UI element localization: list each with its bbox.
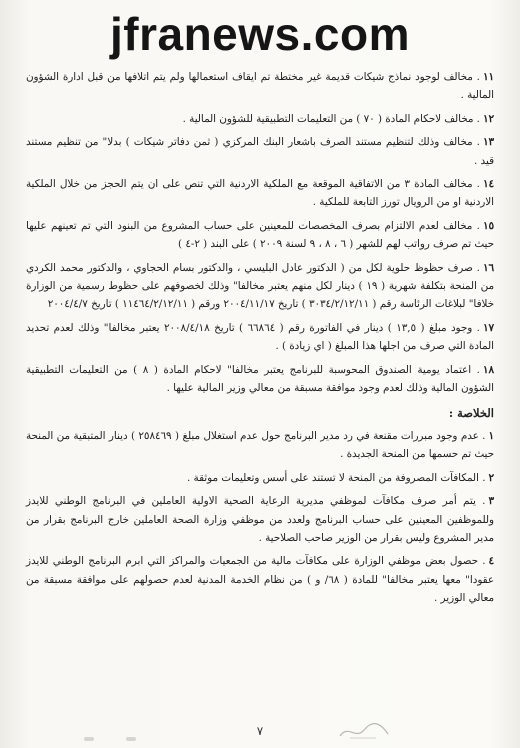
item-number: ١٢ <box>482 112 494 125</box>
list-item <box>26 319 494 356</box>
item-number: ١٥ <box>482 219 494 232</box>
summary-item <box>26 552 494 607</box>
item-text: . مخالف المادة ٣ من الاتفاقية الموقعة مع الملكية الاردنية التي تنص على ان يتم الحجز من خلال الملكية الاردنية او من الرويال تورز التابعة للملكية . <box>26 178 494 209</box>
item-text: . اعتماد يومية الصندوق المحوسبة للبرنامج يعتبر مخالفا" لاحكام المادة ( ٨ ) من التعليمات التطبيقية الشؤون المالية وذلك لعدم وجود موافقة مسبقة من معالي وزير المالية عليها . <box>26 363 494 395</box>
report-body <box>26 68 494 613</box>
list-item <box>26 259 494 314</box>
item-text: . يتم أمر صرف مكافآت لموظفي مديرية الرعاية الصحية الاولية العاملين في البرنامج الوطني للايدز وللموظفين المعينين على حساب البرنامج ولعدد من موظفي وزارة الصحة العاملين خارج البرنامج بقرار من مدير المشروع وليس بقرار من الوزير صاحب الصلاحية . <box>26 495 494 544</box>
item-number: ١٣ <box>482 136 494 149</box>
item-number: ١١ <box>482 71 494 83</box>
item-text: . عدم وجود مبررات مقنعة في رد مدير البرنامج حول عدم استغلال مبلغ ( ٢٥٨٤٦٩ ) دينار المتبقية من المنحة حيث تم حسمها من المنحة الجديدة . <box>26 429 494 461</box>
item-text: . مخالف لاحكام المادة ( ٧٠ ) من التعليمات التطبيقية للشؤون المالية . <box>182 112 480 125</box>
item-text: . وجود مبلغ ( ١٣,٥ ) دينار في الفاتورة رقم ( ٦٦٨٦٤ ) تاريخ ٢٠٠٨/٤/١٨ يعتبر مخالفا" وذلك لعدم تحديد المادة التي صرف من اجلها هذا المبلغ ( اي زيادة ) . <box>26 321 494 353</box>
item-number: ١٦ <box>482 261 494 274</box>
item-number: ٣ <box>488 495 494 508</box>
site-watermark: jfranews.com <box>110 8 410 60</box>
summary-item <box>26 427 494 464</box>
list-item <box>26 133 494 170</box>
list-item <box>26 361 494 398</box>
item-text: . مخالف لعدم الالتزام بصرف المخصصات للمعينين على حساب المشروع من البنود التي تم تعينهم عليها حيث تم صرف رواتب لهم للشهر ( ٦ ، ٨ ، ٩ لسنة ٢٠٠٩ ) على البند ( ٢-٤ ) <box>26 219 494 251</box>
summary-heading: الخلاصة : <box>448 405 494 420</box>
punch-mark <box>126 737 136 741</box>
item-number: ٤ <box>488 555 494 568</box>
punch-mark <box>84 737 94 741</box>
item-text: . المكافآت المصروفة من المنحة لا تستند على أسس وتعليمات موثقة . <box>187 471 486 484</box>
page-number: ٧ <box>256 724 264 738</box>
item-number: ١٧ <box>482 321 495 334</box>
item-text: . صرف حظوظ حلوية لكل من ( الدكتور عادل البليسي ، والدكتور بسام الحجاوي ، والدكتور محمد الكردي من المنحة بتكلفة شهرية ( ١٩ ) دينار لكل منهم يعتبر مخالفا" وذلك لخصوفهم على حظوط رسمية من الوزارة خلافا" لبلاغات الرئاسة رقم ( ٣٠٣٤/٢/١٢/١١ ) تاريخ ٢٠٠٤/١١/١٧ ورقم ( ١١٤٦٤/٢/١٢/١١ ) تاريخ ٢٠٠٤/٤/٧ <box>26 261 494 311</box>
item-text: . حصول بعض موظفي الوزارة على مكافآت مالية من الجمعيات والمراكز التي ابرم البرنامج الوطني للايدز عقودا" معها يعتبر مخالفا" للمادة ( ٦٨/ و ) من نظام الخدمة المدنية لعدم حصولهم على موافقة مسبقة من معالي الوزير . <box>26 555 494 605</box>
list-item <box>26 110 494 128</box>
summary-item <box>26 469 494 487</box>
list-item <box>26 68 494 105</box>
list-item <box>26 217 494 254</box>
item-number: ١ <box>488 429 494 442</box>
item-number: ١٤ <box>482 178 494 191</box>
summary-item <box>26 492 494 547</box>
item-text: . مخالف وذلك لتنظيم مستند الصرف باشعار البنك المركزي ( ثمن دفاتر شيكات ) بدلا" من تنظيم مستند قيد . <box>26 136 494 167</box>
list-item <box>26 175 494 212</box>
item-number: ٢ <box>488 471 494 484</box>
item-number: ١٨ <box>482 363 494 376</box>
item-text: . مخالف لوجود نماذج شيكات قديمة غير مختطة تم ايقاف استعمالها ولم يتم اتلافها من قبل ادارة الشؤون المالية . <box>26 71 494 102</box>
